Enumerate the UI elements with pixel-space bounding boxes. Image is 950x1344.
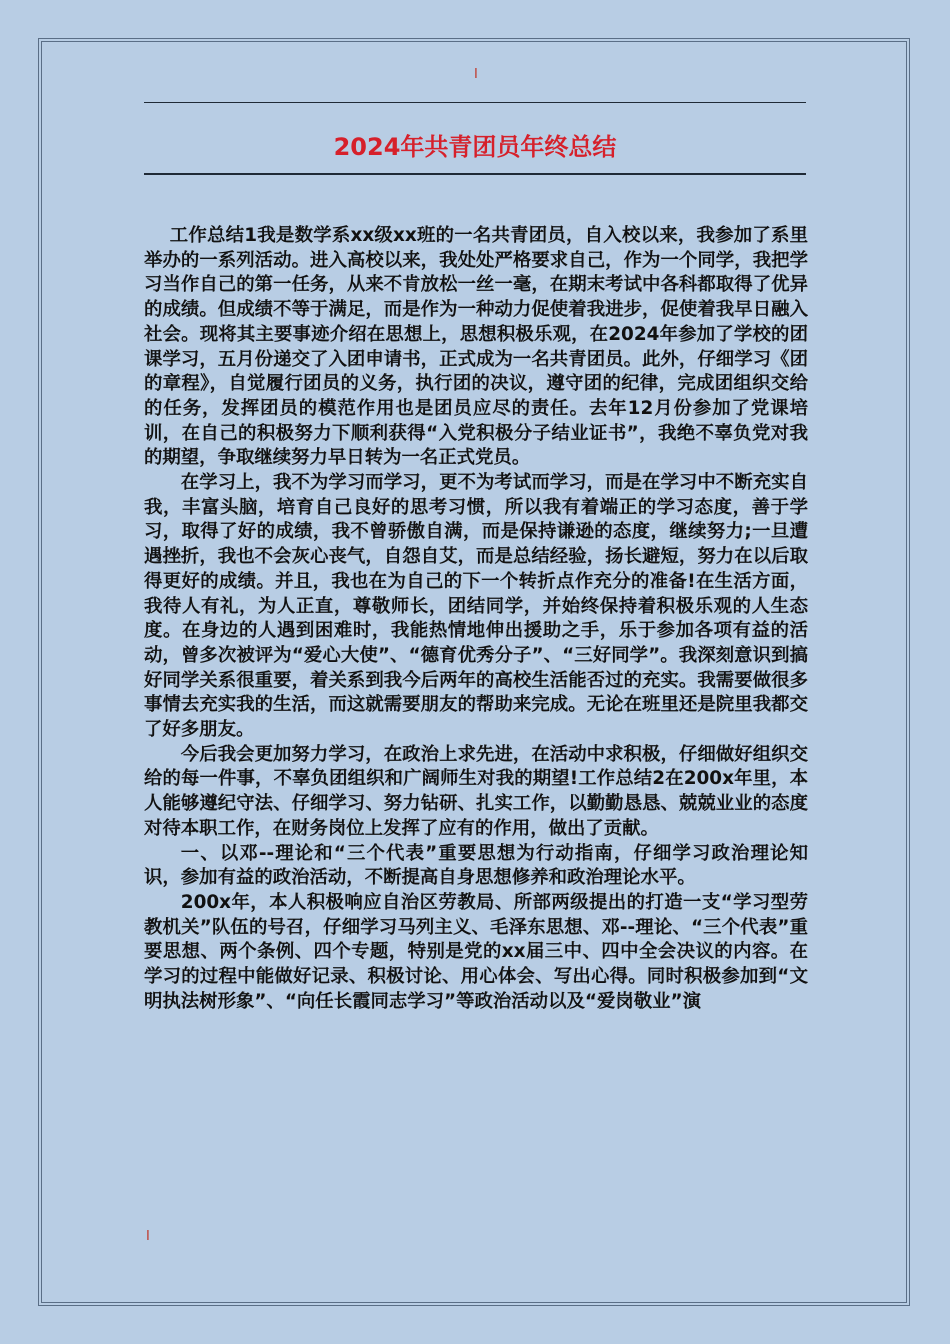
document-body (144, 224, 808, 1015)
paragraph: 在学习上，我不为学习而学习，更不为考试而学习，而是在学习中不断充实自我，丰富头脑，培育自己良好的思考习惯，所以我有着端正的学习态度，善于学习，取得了好的成绩，我不曾骄傲自满，而是保持谦逊的态度，继续努力;一旦遭遇挫折，我也不会灰心丧气，自怨自艾，而是总结经验，扬长避短，努力在以后取得更好的成绩。并且，我也在为自己的下一个转折点作充分的准备!在生活方面，我待人有礼，为人正直，尊敬师长，团结同学，并始终保持着积极乐观的人生态度。在身边的人遇到困难时，我能热情地伸出援助之手，乐于参加各项有益的活动，曾多次被评为“爱心大使”、“德育优秀分子”、“三好同学”。我深刻意识到搞好同学关系很重要，着关系到我今后两年的高校生活能否过的充实。我需要做很多事情去充实我的生活，而这就需要朋友的帮助来完成。无论在班里还是院里我都交了好多朋友。 (144, 472, 808, 741)
paragraph: 工作总结1我是数学系xx级xx班的一名共青团员，自入校以来，我参加了系里举办的一系列活动。进入高校以来，我处处严格要求自己，作为一个同学，我把学习当作自己的第一任务，从来不肯放松一丝一毫，在期末考试中各科都取得了优异的成绩。但成绩不等于满足，而是作为一种动力促使着我进步，促使着我早日融入社会。现将其主要事迹介绍在思想上，思想积极乐观，在2024年参加了学校的团课学习，五月份递交了入团申请书，正式成为一名共青团员。此外，仔细学习《团的章程》，自觉履行团员的义务，执行团的决议，遵守团的纪律，完成团组织交给的任务，发挥团员的模范作用也是团员应尽的责任。去年12月份参加了党课培训，在自己的积极努力下顺利获得“入党积极分子结业证书”，我绝不辜负党对我的期望，争取继续努力早日转为一名正式党员。 (144, 225, 808, 469)
paragraph: 一、以邓--理论和“三个代表”重要思想为行动指南，仔细学习政治理论知识，参加有益的政治活动，不断提高自身思想修养和政治理论水平。 (144, 842, 808, 889)
header-rule (144, 102, 806, 103)
paragraph: 今后我会更加努力学习，在政治上求先进，在活动中求积极，仔细做好组织交给的每一件事，不辜负团组织和广阔师生对我的期望!工作总结2在200x年里，本人能够遵纪守法、仔细学习、努力钻研、扎实工作，以勤勤恳恳、兢兢业业的态度对待本职工作，在财务岗位上发挥了应有的作用，做出了贡献。 (144, 743, 808, 839)
footer-mark: I (146, 1229, 150, 1244)
paragraph: 200x年，本人积极响应自治区劳教局、所部两级提出的打造一支“学习型劳教机关”队伍的号召，仔细学习马列主义、毛泽东思想、邓--理论、“三个代表”重要思想、两个条例、四个专题，特别是党的xx届三中、四中全会决议的内容。在学习的过程中能做好记录、积极讨论、用心体会、写出心得。同时积极参加到“文明执法树形象”、“向任长霞同志学习”等政治活动以及“爱岗敬业”演 (144, 891, 808, 1012)
header-mark: I (474, 67, 478, 82)
title-rule (144, 173, 806, 175)
document-title: 2024年共青团员年终总结 (333, 133, 617, 161)
